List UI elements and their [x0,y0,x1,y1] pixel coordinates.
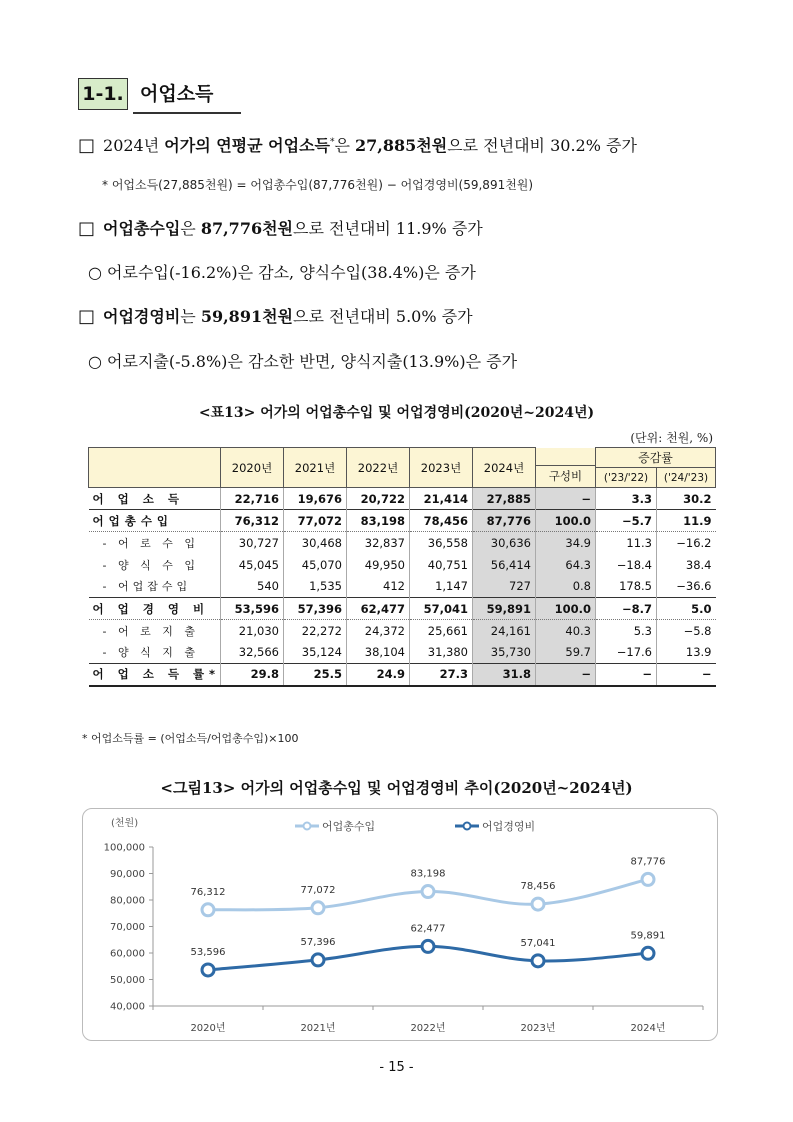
page-number: - 15 - [379,1060,414,1075]
table-cell: − [596,664,657,686]
table-cell: 24,372 [347,620,410,642]
data-label: 53,596 [190,946,226,958]
table-cell: 727 [473,576,536,598]
header-change-col: ('23/'22) [596,468,657,488]
table-cell: 35,124 [284,642,347,664]
table-cell: − [536,488,596,510]
table-row [89,510,716,532]
checkbox-square-marker: □ [78,135,96,156]
table-cell: 30,636 [473,532,536,554]
row-label: - 어 로 지 출 [102,624,199,638]
income-table [88,447,716,687]
header-year: 2021년 [284,448,347,488]
data-label: 77,072 [300,884,336,896]
table-cell: 77,072 [284,510,347,532]
table-cell: 30,727 [221,532,284,554]
table-cell: 40,751 [410,554,473,576]
table-row [89,598,716,620]
table-cell: 45,070 [284,554,347,576]
table-row [89,532,716,554]
table-row [89,620,716,642]
table-cell: 59,891 [473,598,536,620]
legend-label: 어업총수입 [322,820,376,833]
header-change: 증감률 [596,448,716,468]
table-cell: 0.8 [536,576,596,598]
data-label: 78,456 [520,881,556,893]
table-cell: 27.3 [410,664,473,686]
checkbox-square-marker: □ [78,218,96,239]
table-cell: 40.3 [536,620,596,642]
y-axis-label: (천원) [111,818,139,829]
table-cell: 62,477 [347,598,410,620]
table-cell: 540 [221,576,284,598]
data-label: 59,891 [630,930,666,942]
table-cell: 57,396 [284,598,347,620]
table-cell: 35,730 [473,642,536,664]
chart-frame [82,808,718,1041]
section-number: 1-1. [78,78,128,110]
rate-formula-note: * 어업소득률 = (어업소득/어업총수입)×100 [82,732,299,745]
data-point [532,898,544,910]
y-tick-label: 100,000 [103,842,145,854]
table-row [89,554,716,576]
table-cell: 45,045 [221,554,284,576]
row-label: - 양 식 지 출 [102,646,199,660]
header-change-col: ('24/'23) [657,468,716,488]
table-cell: 13.9 [657,642,716,664]
table-cell: 59.7 [536,642,596,664]
table-row [89,664,716,686]
data-label: 87,776 [630,856,666,868]
table-cell: −16.2 [657,532,716,554]
bullet-operating-cost: □ 어업경영비는 59,891천원으로 전년대비 5.0% 증가 [78,306,473,327]
header-share: 구성비 [536,448,596,488]
table-row [89,642,716,664]
table-cell: −5.7 [596,510,657,532]
x-tick-label: 2022년 [410,1023,446,1034]
data-point [642,873,654,885]
section-title-underline [133,112,241,114]
table-row [89,576,716,598]
table-cell: 21,414 [410,488,473,510]
table-cell: −36.6 [657,576,716,598]
table-cell: 32,566 [221,642,284,664]
table-cell: 11.9 [657,510,716,532]
table-cell: 11.3 [596,532,657,554]
data-label: 57,396 [300,936,336,948]
row-label: 어 업 경 영 비 [89,598,221,620]
data-point [642,947,654,959]
data-point [532,955,544,967]
y-tick-label: 70,000 [110,922,145,933]
x-tick-label: 2021년 [300,1023,336,1034]
table-cell: 30,468 [284,532,347,554]
table-cell: 3.3 [596,488,657,510]
data-point [202,904,214,916]
table-cell: 31.8 [473,664,536,686]
table-header-empty [89,448,221,488]
table-cell: 412 [347,576,410,598]
table-cell: 57,041 [410,598,473,620]
table-cell: 20,722 [347,488,410,510]
table-cell: 76,312 [221,510,284,532]
table-cell: 30.2 [657,488,716,510]
table-cell: 178.5 [596,576,657,598]
table-cell: 21,030 [221,620,284,642]
table-cell: 32,837 [347,532,410,554]
income-formula-note: * 어업소득(27,885천원) = 어업총수입(87,776천원) − 어업경영비(59,891천원) [102,178,534,192]
y-tick-label: 90,000 [110,869,145,880]
table-cell: 25,661 [410,620,473,642]
table-caption: <표13> 어가의 어업총수입 및 어업경영비(2020년~2024년) [198,405,595,421]
y-tick-label: 40,000 [110,1001,145,1013]
x-tick-label: 2020년 [190,1023,226,1034]
table-cell: −18.4 [596,554,657,576]
table-cell: − [657,664,716,686]
row-label: - 어업잡수입 [102,580,192,594]
header-year: 2023년 [410,448,473,488]
table-body [89,488,716,686]
legend-marker [304,823,311,830]
table-cell: 22,716 [221,488,284,510]
y-tick-label: 60,000 [110,948,145,960]
x-tick-label: 2023년 [520,1023,556,1034]
section-title: 어업소득 [140,83,214,105]
table-row [89,488,716,510]
data-label: 76,312 [190,886,226,898]
row-label: 어 업 소 득 률* [89,664,221,686]
data-point [312,954,324,966]
table-cell: 36,558 [410,532,473,554]
table-cell: 19,676 [284,488,347,510]
table-cell: 29.8 [221,664,284,686]
sub-bullet-revenue: ○ 어로수입(-16.2%)은 감소, 양식수입(38.4%)은 증가 [88,263,476,282]
row-label: 어 업 소 득 [89,488,221,510]
data-point [422,886,434,898]
table-cell: 24.9 [347,664,410,686]
row-label: - 어 로 수 입 [102,536,199,550]
table-cell: 53,596 [221,598,284,620]
data-label: 57,041 [520,937,556,949]
table-cell: 1,535 [284,576,347,598]
table-cell: 24,161 [473,620,536,642]
table-cell: − [536,664,596,686]
table-cell: 34.9 [536,532,596,554]
table-cell: −5.8 [657,620,716,642]
table-cell: −8.7 [596,598,657,620]
table-unit: (단위: 천원, %) [630,431,713,445]
legend-marker [464,823,471,830]
table-cell: 22,272 [284,620,347,642]
table-cell: 25.5 [284,664,347,686]
table-cell: 5.0 [657,598,716,620]
figure-caption: <그림13> 어가의 어업총수입 및 어업경영비 추이(2020년~2024년) [160,779,633,797]
table-cell: 78,456 [410,510,473,532]
table-cell: −17.6 [596,642,657,664]
bullet-income: □ 2024년 어가의 연평균 어업소득*은 27,885천원으로 전년대비 30.2% 증가 [78,135,637,156]
table-cell: 87,776 [473,510,536,532]
table-cell: 64.3 [536,554,596,576]
line-chart [83,809,719,1042]
header-year: 2024년 [473,448,536,488]
table-cell: 49,950 [347,554,410,576]
header-year: 2020년 [221,448,284,488]
data-label: 83,198 [410,868,446,880]
table-cell: 83,198 [347,510,410,532]
x-tick-label: 2024년 [630,1023,666,1034]
table-cell: 38,104 [347,642,410,664]
data-point [312,902,324,914]
table-cell: 100.0 [536,598,596,620]
data-label: 62,477 [410,923,446,935]
bullet-total-revenue: □ 어업총수입은 87,776천원으로 전년대비 11.9% 증가 [78,218,483,239]
checkbox-square-marker: □ [78,306,96,327]
row-label: 어업총수입 [89,510,221,532]
y-tick-label: 50,000 [110,975,145,986]
sub-bullet-cost: ○ 어로지출(-5.8%)은 감소한 반면, 양식지출(13.9%)은 증가 [88,352,518,371]
y-tick-label: 80,000 [110,895,145,907]
row-label: - 양 식 수 입 [102,558,199,572]
data-point [202,964,214,976]
table-cell: 56,414 [473,554,536,576]
data-point [422,940,434,952]
table-cell: 100.0 [536,510,596,532]
header-year: 2022년 [347,448,410,488]
legend-label: 어업경영비 [482,820,536,833]
table-cell: 31,380 [410,642,473,664]
table-cell: 1,147 [410,576,473,598]
table-cell: 5.3 [596,620,657,642]
table-header-row [89,448,716,468]
table-cell: 38.4 [657,554,716,576]
table-cell: 27,885 [473,488,536,510]
